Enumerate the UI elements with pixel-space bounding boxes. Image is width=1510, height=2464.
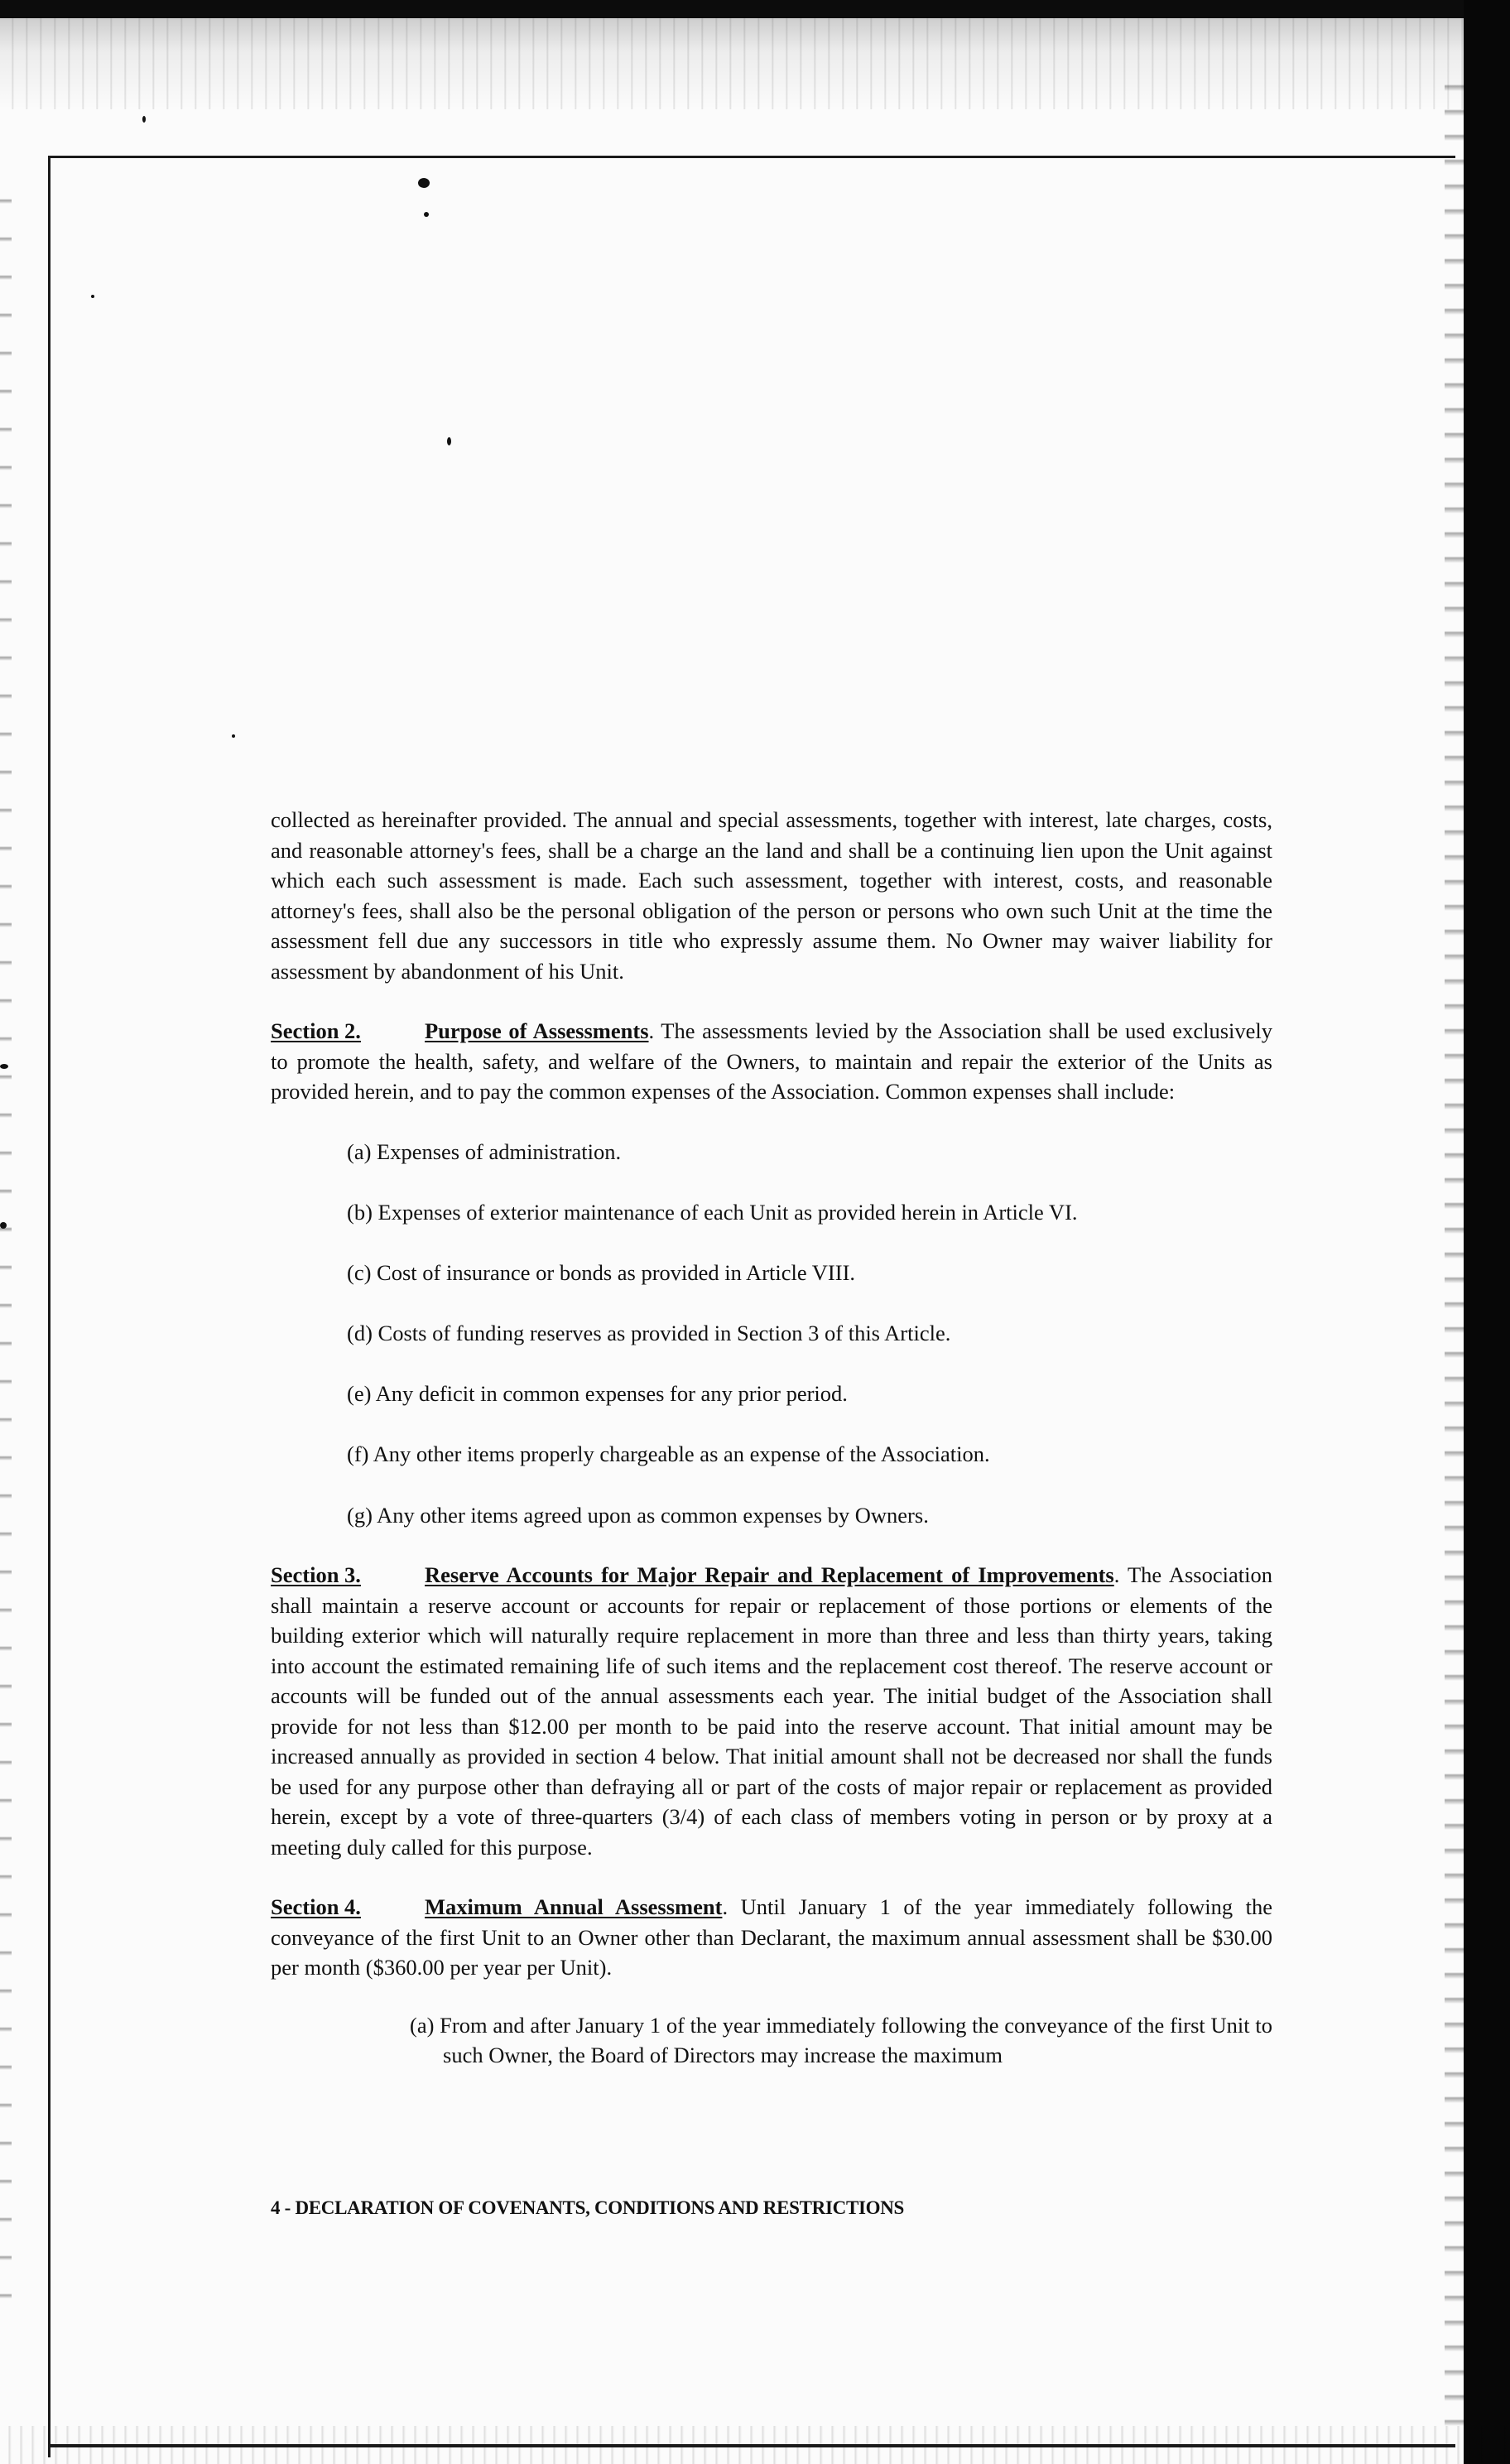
scan-speck bbox=[0, 1064, 8, 1069]
section-4-text: . Until January 1 of the year immediately following the conveyance of the first Unit to an Owner other than Declarant, the maximum annual assessment shall be $30.00 per month ($360.00 per year per Unit). bbox=[271, 1894, 1272, 1980]
scan-left-noise bbox=[0, 166, 12, 2318]
section-2-paragraph bbox=[271, 1016, 1272, 1107]
scan-top-border bbox=[0, 0, 1510, 18]
section-2-heading: Purpose of Assessments bbox=[425, 1018, 649, 1043]
page-bottom-rule bbox=[48, 2444, 1455, 2447]
page-footer: 4 - DECLARATION OF COVENANTS, CONDITIONS AND RESTRICTIONS bbox=[271, 2197, 905, 2218]
scan-speck bbox=[91, 295, 94, 298]
list-item: (b) Expenses of exterior maintenance of each Unit as provided herein in Article VI. bbox=[347, 1199, 1078, 1225]
section-4-label: Section 4. bbox=[271, 1894, 361, 1920]
scan-speck bbox=[424, 212, 429, 217]
list-item: (e) Any deficit in common expenses for any prior period. bbox=[347, 1381, 848, 1407]
section-4-subitem-a: (a) From and after January 1 of the year immediately following the conveyance of the first Unit to such Owner, the Board of Directors may increase the maximum bbox=[410, 2012, 1272, 2068]
list-item: (d) Costs of funding reserves as provided in Section 3 of this Article. bbox=[347, 1321, 951, 1346]
section-2-label: Section 2. bbox=[271, 1018, 361, 1043]
list-item: (g) Any other items agreed upon as common expenses by Owners. bbox=[347, 1502, 929, 1528]
scan-speck bbox=[447, 437, 451, 445]
scan-top-noise bbox=[0, 18, 1510, 109]
section-3-heading: Reserve Accounts for Major Repair and Replacement of Improvements bbox=[425, 1562, 1114, 1588]
section-4-paragraph bbox=[271, 1892, 1272, 1983]
scan-speck bbox=[0, 1222, 7, 1229]
section-4-heading: Maximum Annual Assessment bbox=[425, 1894, 723, 1920]
section-3-label: Section 3. bbox=[271, 1562, 361, 1588]
scan-speck bbox=[418, 178, 430, 188]
continuation-paragraph: collected as hereinafter provided. The annual and special assessments, together with interest, late charges, costs, and reasonable attorney's fees, shall be a charge an the land and shall be a continuing lien upon the Unit against which each such assessment is made. Each such assessment, together with interest, costs, and reasonable attorney's fees, shall also be the personal obligation of the person or persons who own such Unit at the time the assessment fell due any successors in title who expressly assume them. No Owner may waiver liability for assessment by abandonment of his Unit. bbox=[271, 807, 1272, 984]
list-item: (f) Any other items properly chargeable as an expense of the Association. bbox=[347, 1441, 990, 1467]
section-3-paragraph bbox=[271, 1560, 1272, 1862]
list-item: (a) Expenses of administration. bbox=[347, 1138, 622, 1164]
list-item: (c) Cost of insurance or bonds as provided in Article VIII. bbox=[347, 1259, 856, 1285]
scan-right-border bbox=[1464, 0, 1510, 2464]
section-3-text: . The Association shall maintain a reserve account or accounts for repair or replacement of those portions or elements of the building exterior which will naturally require replacement in more than three and less than thirty years, taking into account the estimated remaining life of such items and the replacement cost thereof. The reserve account or accounts will be funded out of the annual assessments each year. The initial budget of the Association shall provide for not less than $12.00 per month to be paid into the reserve account. That initial amount may be increased annually as provided in section 4 below. That initial amount shall not be decreased nor shall the funds be used for any purpose other than defraying all or part of the costs of major repair or replacement as provided herein, except by a vote of three-quarters (3/4) of each class of members voting in person or by proxy at a meeting duly called for this purpose. bbox=[271, 1562, 1272, 1860]
document-body bbox=[271, 805, 1272, 2071]
scan-speck bbox=[142, 116, 146, 123]
scan-speck bbox=[232, 734, 235, 738]
section-2-text: . The assessments levied by the Association shall be used exclusively to promote the health, safety, and welfare of the Owners, to maintain and repair the exterior of the Units as provided herein, and to pay the common expenses of the Association. Common expenses shall include: bbox=[271, 1018, 1272, 1104]
